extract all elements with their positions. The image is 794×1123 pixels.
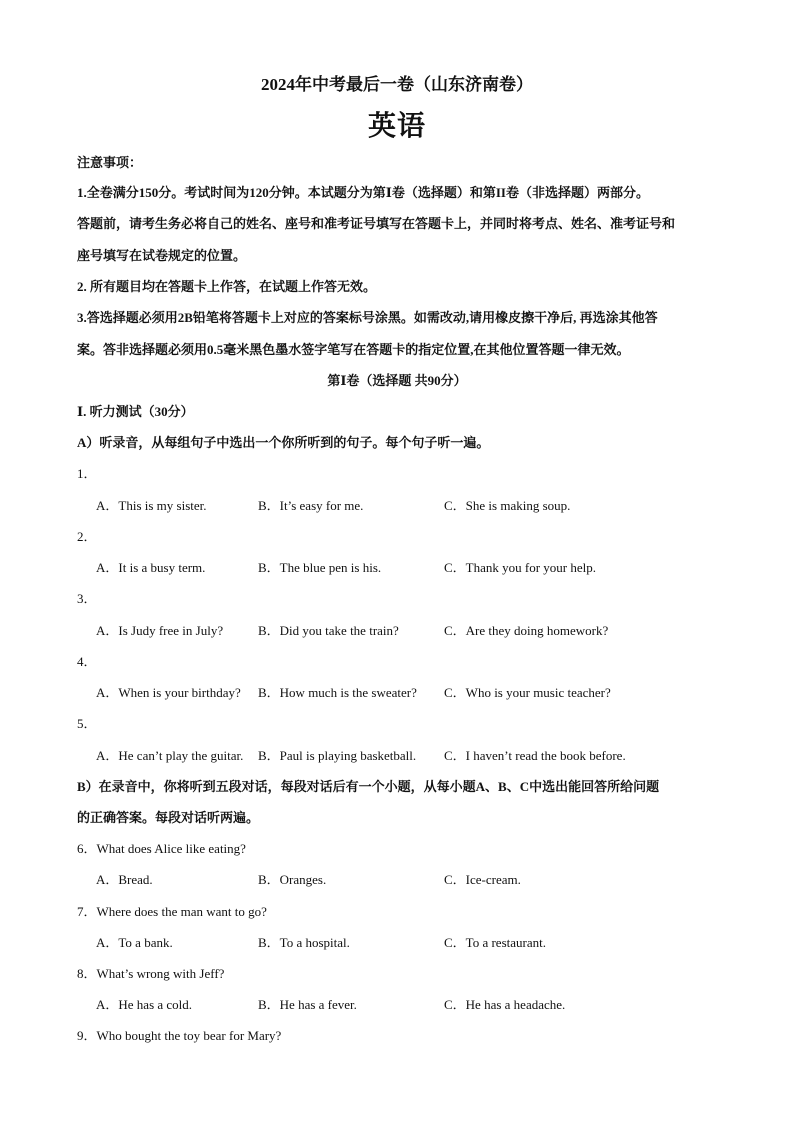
option-a: A．He has a cold. [96, 997, 193, 1012]
question-number: 4． [77, 654, 97, 669]
option-b: B．The blue pen is his. [258, 560, 382, 575]
option-a: A．This is my sister. [96, 498, 207, 513]
option-a: A．To a bank. [96, 935, 173, 950]
question-number: 3． [77, 591, 97, 606]
option-c: C．Ice-cream. [444, 872, 521, 887]
note-3-line-2: 案。答非选择题必须用0.5毫米黑色墨水签字笔写在答题卡的指定位置,在其他位置答题一律无效。 [77, 342, 630, 357]
option-b: B．Did you take the train? [258, 623, 399, 638]
subject-title: 英语 [367, 111, 426, 142]
option-b: B．It’s easy for me. [258, 498, 364, 513]
option-a: A．Is Judy free in July? [96, 623, 224, 638]
listening-section-heading: Ⅰ. 听力测试（30分） [77, 404, 194, 419]
option-a: A．When is your birthday? [96, 685, 241, 700]
option-a: A．It is a busy term. [96, 560, 206, 575]
note-2: 2. 所有题目均在答题卡上作答，在试题上作答无效。 [77, 279, 377, 294]
question-text: 9．Who bought the toy bear for Mary? [77, 1028, 282, 1043]
option-c: C．She is making soup. [444, 498, 571, 513]
option-a: A．He can’t play the guitar. [96, 748, 244, 763]
exam-title: 2024年中考最后一卷（山东济南卷） [261, 75, 533, 94]
instruction-b-line-2: 的正确答案。每段对话听两遍。 [77, 810, 260, 825]
note-3-line-1: 3.答选择题必须用2B铅笔将答题卡上对应的答案标号涂黑。如需改动,请用橡皮擦干净后, 再选涂其他答 [77, 310, 658, 325]
option-c: C．Who is your music teacher? [444, 685, 611, 700]
option-c: C．Thank you for your help. [444, 560, 597, 575]
part-1-heading: 第Ⅰ卷（选择题 共90分） [327, 373, 467, 388]
question-text: 7．Where does the man want to go? [77, 904, 267, 919]
instruction-a: A）听录音，从每组句子中选出一个你所听到的句子。每个句子听一遍。 [77, 435, 490, 450]
note-1-line-2: 答题前，请考生务必将自己的姓名、座号和准考证号填写在答题卡上，并同时将考点、姓名、准考证号和 [77, 216, 676, 231]
note-1-line-3: 座号填写在试卷规定的位置。 [77, 248, 247, 263]
question-number: 1． [77, 466, 97, 481]
question-number: 2． [77, 529, 97, 544]
notes-heading: 注意事项： [77, 155, 143, 170]
option-b: B．To a hospital. [258, 935, 350, 950]
note-1-line-1: 1.全卷满分150分。考试时间为120分钟。本试题分为第Ⅰ卷（选择题）和第II卷（非选择题）两部分。 [77, 185, 649, 200]
option-c: C．To a restaurant. [444, 935, 546, 950]
option-a: A．Bread. [96, 872, 153, 887]
option-c: C．He has a headache. [444, 997, 566, 1012]
option-b: B．How much is the sweater? [258, 685, 417, 700]
option-b: B．He has a fever. [258, 997, 357, 1012]
option-c: C．I haven’t read the book before. [444, 748, 626, 763]
question-number: 5． [77, 716, 97, 731]
option-b: B．Oranges. [258, 872, 327, 887]
option-b: B．Paul is playing basketball. [258, 748, 417, 763]
question-text: 6．What does Alice like eating? [77, 841, 246, 856]
question-text: 8．What’s wrong with Jeff? [77, 966, 225, 981]
instruction-b-line-1: B）在录音中，你将听到五段对话，每段对话后有一个小题，从每小题A、B、C中选出能回答所给问题 [77, 779, 660, 794]
option-c: C．Are they doing homework? [444, 623, 609, 638]
